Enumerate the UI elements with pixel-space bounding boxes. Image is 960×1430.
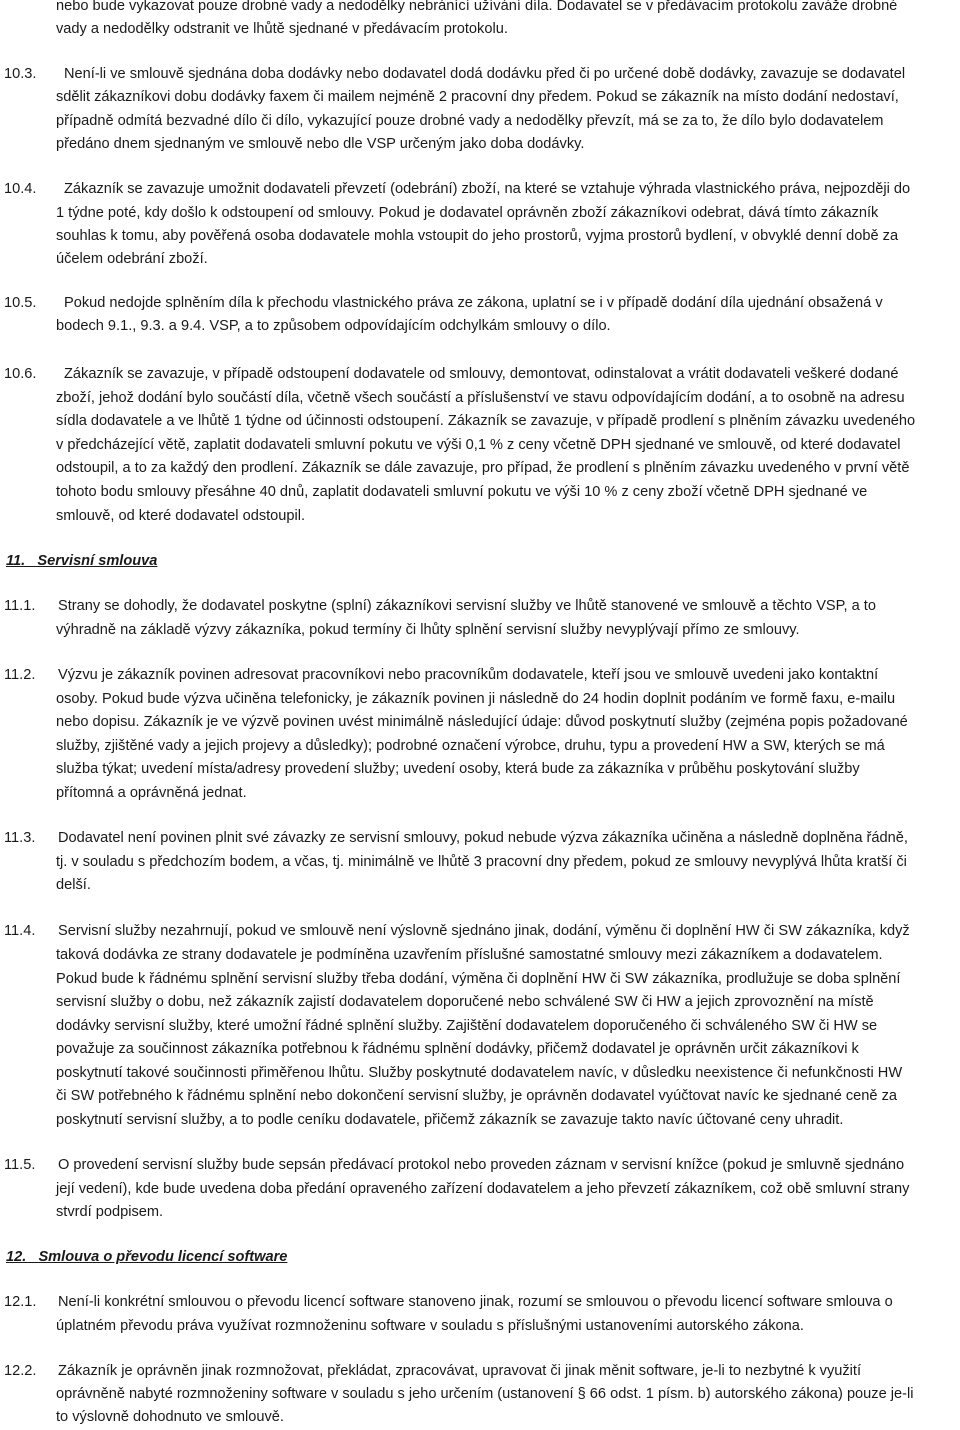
text-line: sdělit zákazníkovi dobu dodávky faxem či mailem nejméně 2 pracovní dny předem. Pokud se zákazník na místo dodání nedostaví, xyxy=(56,89,899,105)
text-line: osoby. Pokud bude výzva učiněna telefonicky, je zákazník povinen ji následně do 24 hodin doplnit podáním ve formě faxu, e-mailu xyxy=(56,691,896,707)
text-line: odstoupil, a to za každý den prodlení. Zákazník se dále zavazuje, pro případ, že prodlení s plněním závazku uvedeného v první větě xyxy=(56,460,910,476)
text-line: smlouvě, od které dodavatel odstoupil. xyxy=(56,508,306,524)
text-line: nebo bude vykazovat pouze drobné vady a nedodělky nebránící užívání díla. Dodavatel se v předávacím protokolu zaváže drobné xyxy=(56,0,898,14)
text-line: Zákazník se zavazuje, v případě odstoupení dodavatele od smlouvy, demontovat, odinstalovat a vrátit dodavateli veškeré dodané xyxy=(64,366,899,382)
text-line: Není-li konkrétní smlouvou o převodu licencí software stanoveno jinak, rozumí se smlouvou o převodu licencí software smlouva o xyxy=(58,1294,893,1310)
text-line: nebo dopisu. Zákazník je ve výzvě povinen uvést minimálně následující údaje: důvod poskytnutí služby (zejména popis požadované xyxy=(56,714,908,730)
clause-number: 10.4. xyxy=(4,181,37,197)
text-line: či SW potřebného k řádnému splnění nebo dokončení servisní služby, je oprávněn dodavatel vyúčtovat navíc ke sjednané ceně za xyxy=(56,1088,897,1104)
text-line: zboží, jehož dodání bylo součástí díla, včetně všech součástí a příslušenství ve stavu odpovídajícím dodání, a to osobně na adresu xyxy=(56,390,905,406)
text-line: taková dodávka ze strany dodavatele je podmíněna uzavřením příslušné samostatné smlouvy mezi zákazníkem a dodavatelem. xyxy=(56,947,883,963)
text-line: tohoto bodu smlouvy přesáhne 40 dnů, zaplatit dodavateli smluvní pokutu ve výši 10 % z ceny zboží včetně DPH sjednané ve xyxy=(56,484,868,500)
text-line: delší. xyxy=(56,877,91,893)
text-line: vady a nedodělky odstranit ve lhůtě sjednané v předávacím protokolu. xyxy=(56,21,508,37)
clause-number: 11.3. xyxy=(4,830,36,846)
text-line: sídla dodavatele a ve lhůtě 1 týdne od účinnosti odstoupení. Zákazník se zavazuje, v případě prodlení s plněním závazku uvedeného xyxy=(56,413,916,429)
text-line: Není-li ve smlouvě sjednána doba dodávky nebo dodavatel dodá dodávku před či po určené době dodávky, zavazuje se dodavatel xyxy=(64,66,906,82)
text-line: O provedení servisní služby bude sepsán předávací protokol nebo proveden záznam v servisní knížce (pokud je smluvně sjednáno xyxy=(58,1157,905,1173)
text-line: Výzvu je zákazník povinen adresovat pracovníkovi nebo pracovníkům dodavatele, kteří jsou ve smlouvě uvedeni jako kontaktní xyxy=(58,667,879,683)
text-line: Servisní služby nezahrnují, pokud ve smlouvě není výslovně sjednáno jinak, dodání, výměnu či doplnění HW či SW zákazníka, když xyxy=(58,923,910,939)
clause-number: 10.6. xyxy=(4,366,37,382)
text-line: v předcházející větě, zaplatit dodavateli smluvní pokutu ve výši 0,1 % z ceny včetně DPH sjednané ve smlouvě, od které dodavatel xyxy=(56,437,901,453)
text-line: výhradně na základě výzvy zákazníka, pokud termíny či lhůty splnění servisní služby nevyplývají přímo ze smlouvy. xyxy=(56,622,800,638)
text-line: oprávněně nabyté rozmnoženiny software v souladu s jeho určením (ustanovení § 66 odst. 1 písm. b) autorského zákona) pouze je-li xyxy=(56,1386,914,1402)
clause-number: 11.1. xyxy=(4,598,36,614)
text-line: Zákazník se zavazuje umožnit dodavateli převzetí (odebrání) zboží, na které se vztahuje výhrada vlastnického práva, nejpozději do xyxy=(64,181,911,197)
text-line: Zákazník je oprávněn jinak rozmnožovat, překládat, zpracovávat, upravovat či jinak měnit software, je-li to nezbytné k využití xyxy=(58,1363,862,1379)
text-line: poskytnutí servisní služby, a to podle ceníku dodavatele, přičemž zákazník se zavazuje takto navíc účtované ceny uhradit. xyxy=(56,1112,844,1128)
text-line: to výslovně dohodnuto ve smlouvě. xyxy=(56,1409,284,1425)
clause-number: 11.4. xyxy=(4,923,36,939)
text-line: stvrdí podpisem. xyxy=(56,1204,164,1220)
clause-number: 12.2. xyxy=(4,1363,37,1379)
clause-number: 11.2. xyxy=(4,667,36,683)
text-line: dodávky servisní služby, které umožní řádné splnění služby. Zajištění dodavatelem doporučeného či schváleného SW či HW se xyxy=(56,1018,878,1034)
text-line: služba týkat; uvedení místa/adresy provedení služby; uvedení osoby, která bude za zákazníka v průběhu poskytování služby xyxy=(56,761,860,777)
text-line: Pokud nedojde splněním díla k přechodu vlastnického práva ze zákona, uplatní se i v případě dodání díla ujednání obsažená v xyxy=(64,295,883,311)
section-heading: 12. Smlouva o převodu licencí software xyxy=(6,1249,288,1265)
clause-number: 10.3. xyxy=(4,66,37,82)
text-line: přítomná a oprávněná jednat. xyxy=(56,785,247,801)
text-line: 1 týdne poté, kdy došlo k odstoupení od smlouvy. Pokud je dodavatel oprávněn zboží zákazníkovi odebrat, dává tímto zákazník xyxy=(56,205,879,221)
clause-number: 10.5. xyxy=(4,295,37,311)
text-line: případně odmítá bezvadné dílo či dílo, vykazující pouze drobné vady a nedodělky převzít, má se za to, že dílo bylo dodavatelem xyxy=(56,113,884,129)
text-line: služby, zjištěné vady a jejich projevy a důsledky); podrobné označení výrobce, druhu, typu a provedení HW a SW, kterých se má xyxy=(56,738,885,754)
clause-number: 12.1. xyxy=(4,1294,37,1310)
text-line: považuje za součinnost zákazníka potřebnou k řádnému splnění dodávky, přičemž dodavatel je oprávněn určit zákazníkovi k xyxy=(56,1041,859,1057)
text-line: účelem odebrání zboží. xyxy=(56,251,208,267)
clause-number: 11.5. xyxy=(4,1157,36,1173)
section-heading: 11. Servisní smlouva xyxy=(6,553,158,569)
text-line: tj. v souladu s předchozím bodem, a včas, tj. minimálně ve lhůtě 3 pracovní dny předem, pokud ze smlouvy nevyplývá lhůta kratší či xyxy=(56,854,907,870)
text-line: předáno dnem sjednaným ve smlouvě nebo dle VSP určeným jako doba dodávky. xyxy=(56,136,585,152)
text-line: její vedení), kde bude uvedena doba předání opraveného zařízení dodavatelem a jeho převzetí zákazníkem, což obě smluvní strany xyxy=(56,1181,910,1197)
text-line: Dodavatel není povinen plnit své závazky ze servisní smlouvy, pokud nebude výzva zákazníka učiněna a následně doplněna řádně, xyxy=(58,830,908,846)
text-line: Strany se dohodly, že dodavatel poskytne (splní) zákazníkovi servisní služby ve lhůtě stanovené ve smlouvě a těchto VSP, a to xyxy=(58,598,876,614)
text-line: poskytnutí takové součinnosti přiměřenou lhůtu. Služby poskytnuté dodavatelem navíc, v důsledku neexistence či nefunkčnosti HW xyxy=(56,1065,903,1081)
text-line: servisní služby o dobu, než zákazník zajistí dodavatelem doporučené nebo schválené SW či HW a jejich zprovoznění na místě xyxy=(56,994,874,1010)
text-line: souhlas k tomu, aby pověřená osoba dodavatele mohla vstoupit do jeho prostorů, vyjma prostorů bydlení, v obvyklé denní době za xyxy=(56,228,899,244)
text-line: úplatném převodu práva využívat rozmnoženinu software v souladu s příslušnými ustanoveními autorského zákona. xyxy=(56,1318,804,1334)
text-line: Pokud bude k řádnému splnění servisní služby třeba dodání, výměna či doplnění HW či SW zákazníka, prodlužuje se doba splnění xyxy=(56,971,901,987)
text-line: bodech 9.1., 9.3. a 9.4. VSP, a to způsobem odpovídajícím odchylkám smlouvy o dílo. xyxy=(56,318,611,334)
